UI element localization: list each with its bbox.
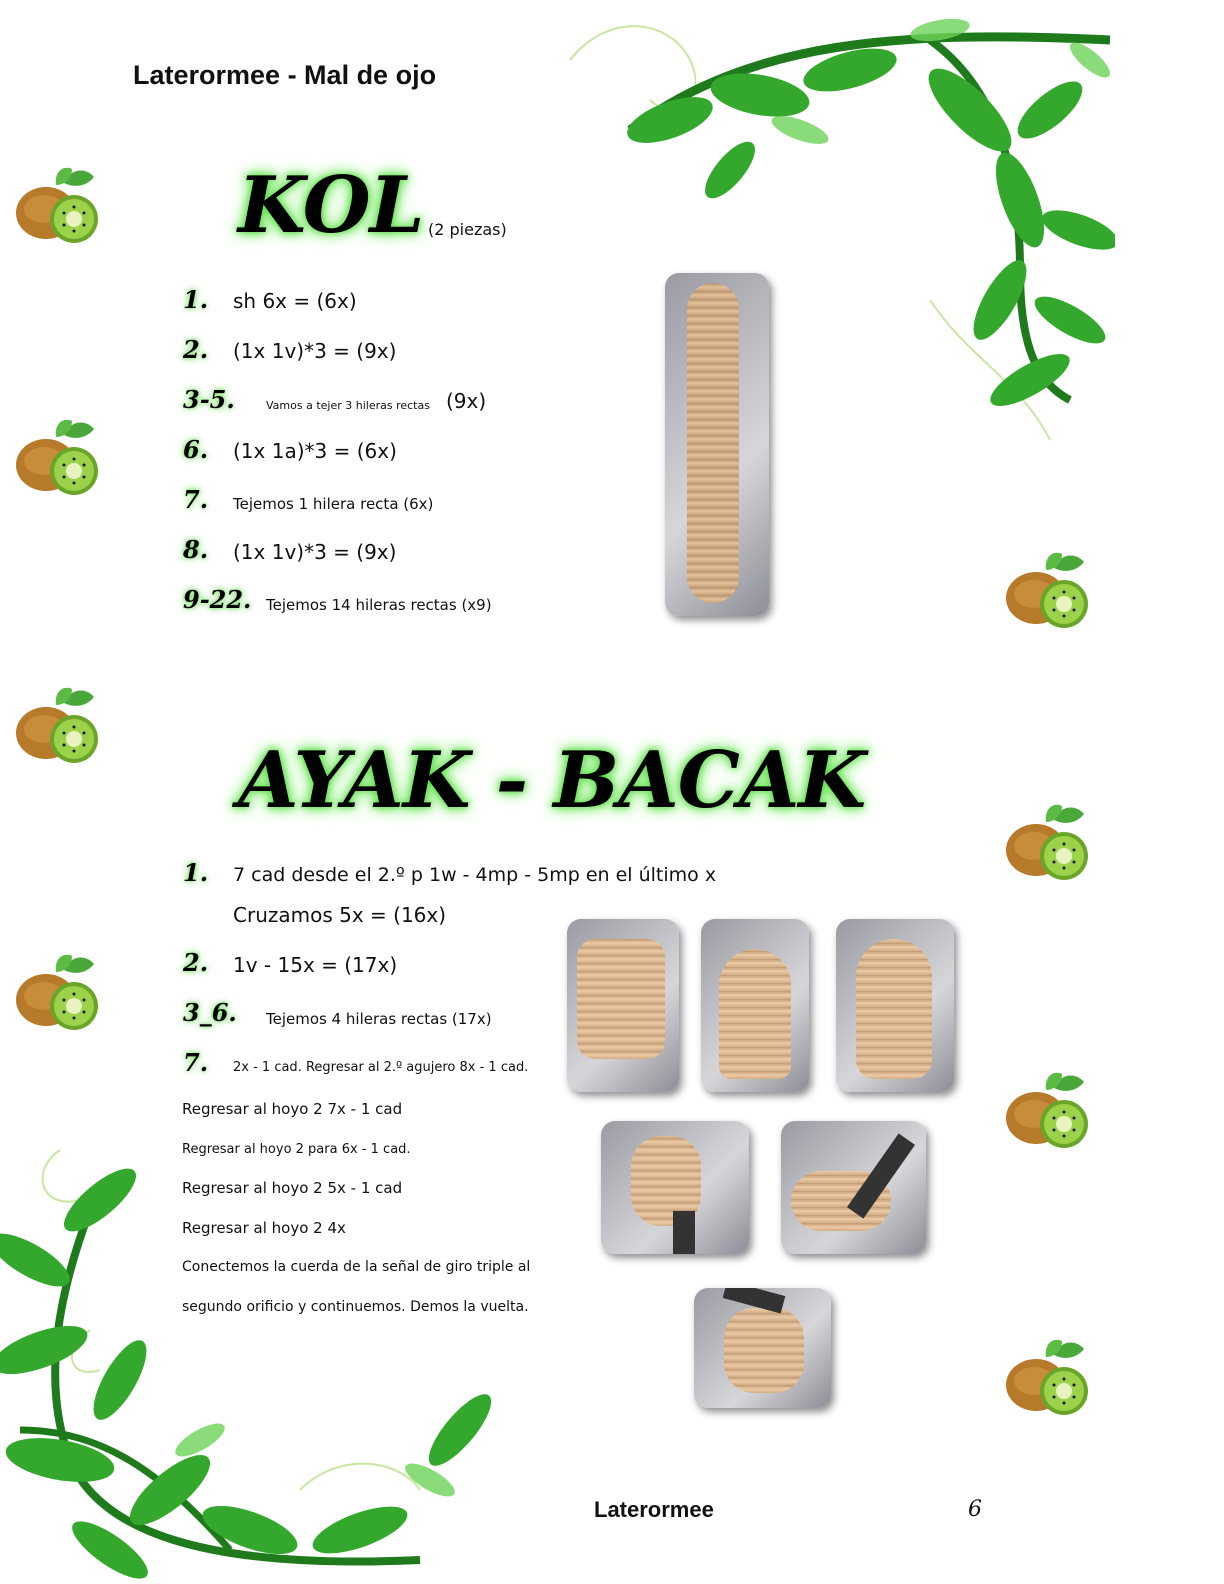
kol-step-text: Tejemos 1 hilera recta (6x) xyxy=(233,495,434,513)
ayak-step-text: 7 cad desde el 2.º p 1w - 4mp - 5mp en el último x xyxy=(233,864,717,886)
ayak-step-text: Tejemos 4 hileras rectas (17x) xyxy=(266,1010,492,1028)
ayak-photo-1 xyxy=(567,919,679,1092)
ayak-instruction-line: Conectemos la cuerda de la señal de giro triple al xyxy=(182,1259,531,1275)
ayak-step-number: 7. xyxy=(183,1048,209,1077)
kol-step-number: 6. xyxy=(183,435,209,464)
ayak-step-text: 1v - 15x = (17x) xyxy=(233,953,398,977)
ayak-instruction-line: Regresar al hoyo 2 7x - 1 cad xyxy=(182,1100,403,1118)
ayak-instruction-line: segundo orificio y continuemos. Demos la vuelta. xyxy=(182,1299,529,1315)
ayak-step-number: 2. xyxy=(183,948,209,977)
vine-decoration-bottom-left xyxy=(0,1130,560,1584)
kiwi-icon xyxy=(14,683,100,765)
page-number: 6 xyxy=(968,1497,982,1522)
kol-step-number: 9-22. xyxy=(183,585,252,614)
ayak-instruction-line: Regresar al hoyo 2 5x - 1 cad xyxy=(182,1179,403,1197)
kol-step-text: (1x 1v)*3 = (9x) xyxy=(233,339,397,363)
footer-author: Laterormee xyxy=(594,1497,714,1522)
kiwi-icon xyxy=(1004,800,1090,882)
kol-step-text: (1x 1v)*3 = (9x) xyxy=(233,540,397,564)
kol-step-text: (1x 1a)*3 = (6x) xyxy=(233,439,397,463)
kol-step-text: Vamos a tejer 3 hileras rectas xyxy=(266,399,430,412)
kiwi-icon xyxy=(14,163,100,245)
ayak-photo-5 xyxy=(781,1121,926,1254)
ayak-photo-2 xyxy=(701,919,809,1092)
kiwi-icon xyxy=(1004,548,1090,630)
kol-step-number: 1. xyxy=(183,285,209,314)
ayak-instruction-line: Regresar al hoyo 2 para 6x - 1 cad. xyxy=(182,1142,411,1157)
ayak-step-text: 2x - 1 cad. Regresar al 2.º agujero 8x - 1 cad. xyxy=(233,1060,529,1075)
kol-step-number: 3-5. xyxy=(183,385,235,414)
kol-section-title: KOL xyxy=(238,160,424,251)
ayak-photo-6 xyxy=(694,1288,831,1408)
vine-decoration-top-right xyxy=(550,0,1115,450)
kiwi-icon xyxy=(14,415,100,497)
kol-step-count: (9x) xyxy=(446,389,487,413)
kol-step-text: sh 6x = (6x) xyxy=(233,289,357,313)
kol-step-number: 7. xyxy=(183,485,209,514)
ayak-step-number: 3_6. xyxy=(183,998,237,1027)
kol-step-number: 8. xyxy=(183,535,209,564)
kol-arm-photo xyxy=(665,273,769,616)
kiwi-icon xyxy=(14,950,100,1032)
ayak-instruction-line: Regresar al hoyo 2 4x xyxy=(182,1219,346,1237)
kol-step-number: 2. xyxy=(183,335,209,364)
kol-pieces-note: (2 piezas) xyxy=(428,220,507,239)
kiwi-icon xyxy=(1004,1335,1090,1417)
ayak-photo-3 xyxy=(836,919,954,1092)
ayak-step-number: 1. xyxy=(183,858,209,887)
page-header-title: Laterormee - Mal de ojo xyxy=(133,60,437,90)
kiwi-icon xyxy=(1004,1068,1090,1150)
ayak-photo-4 xyxy=(601,1121,749,1254)
ayak-section-title: AYAK - BACAK xyxy=(238,735,866,826)
kol-step-text: Tejemos 14 hileras rectas (x9) xyxy=(266,596,492,614)
ayak-step-text-continued: Cruzamos 5x = (16x) xyxy=(233,903,447,927)
